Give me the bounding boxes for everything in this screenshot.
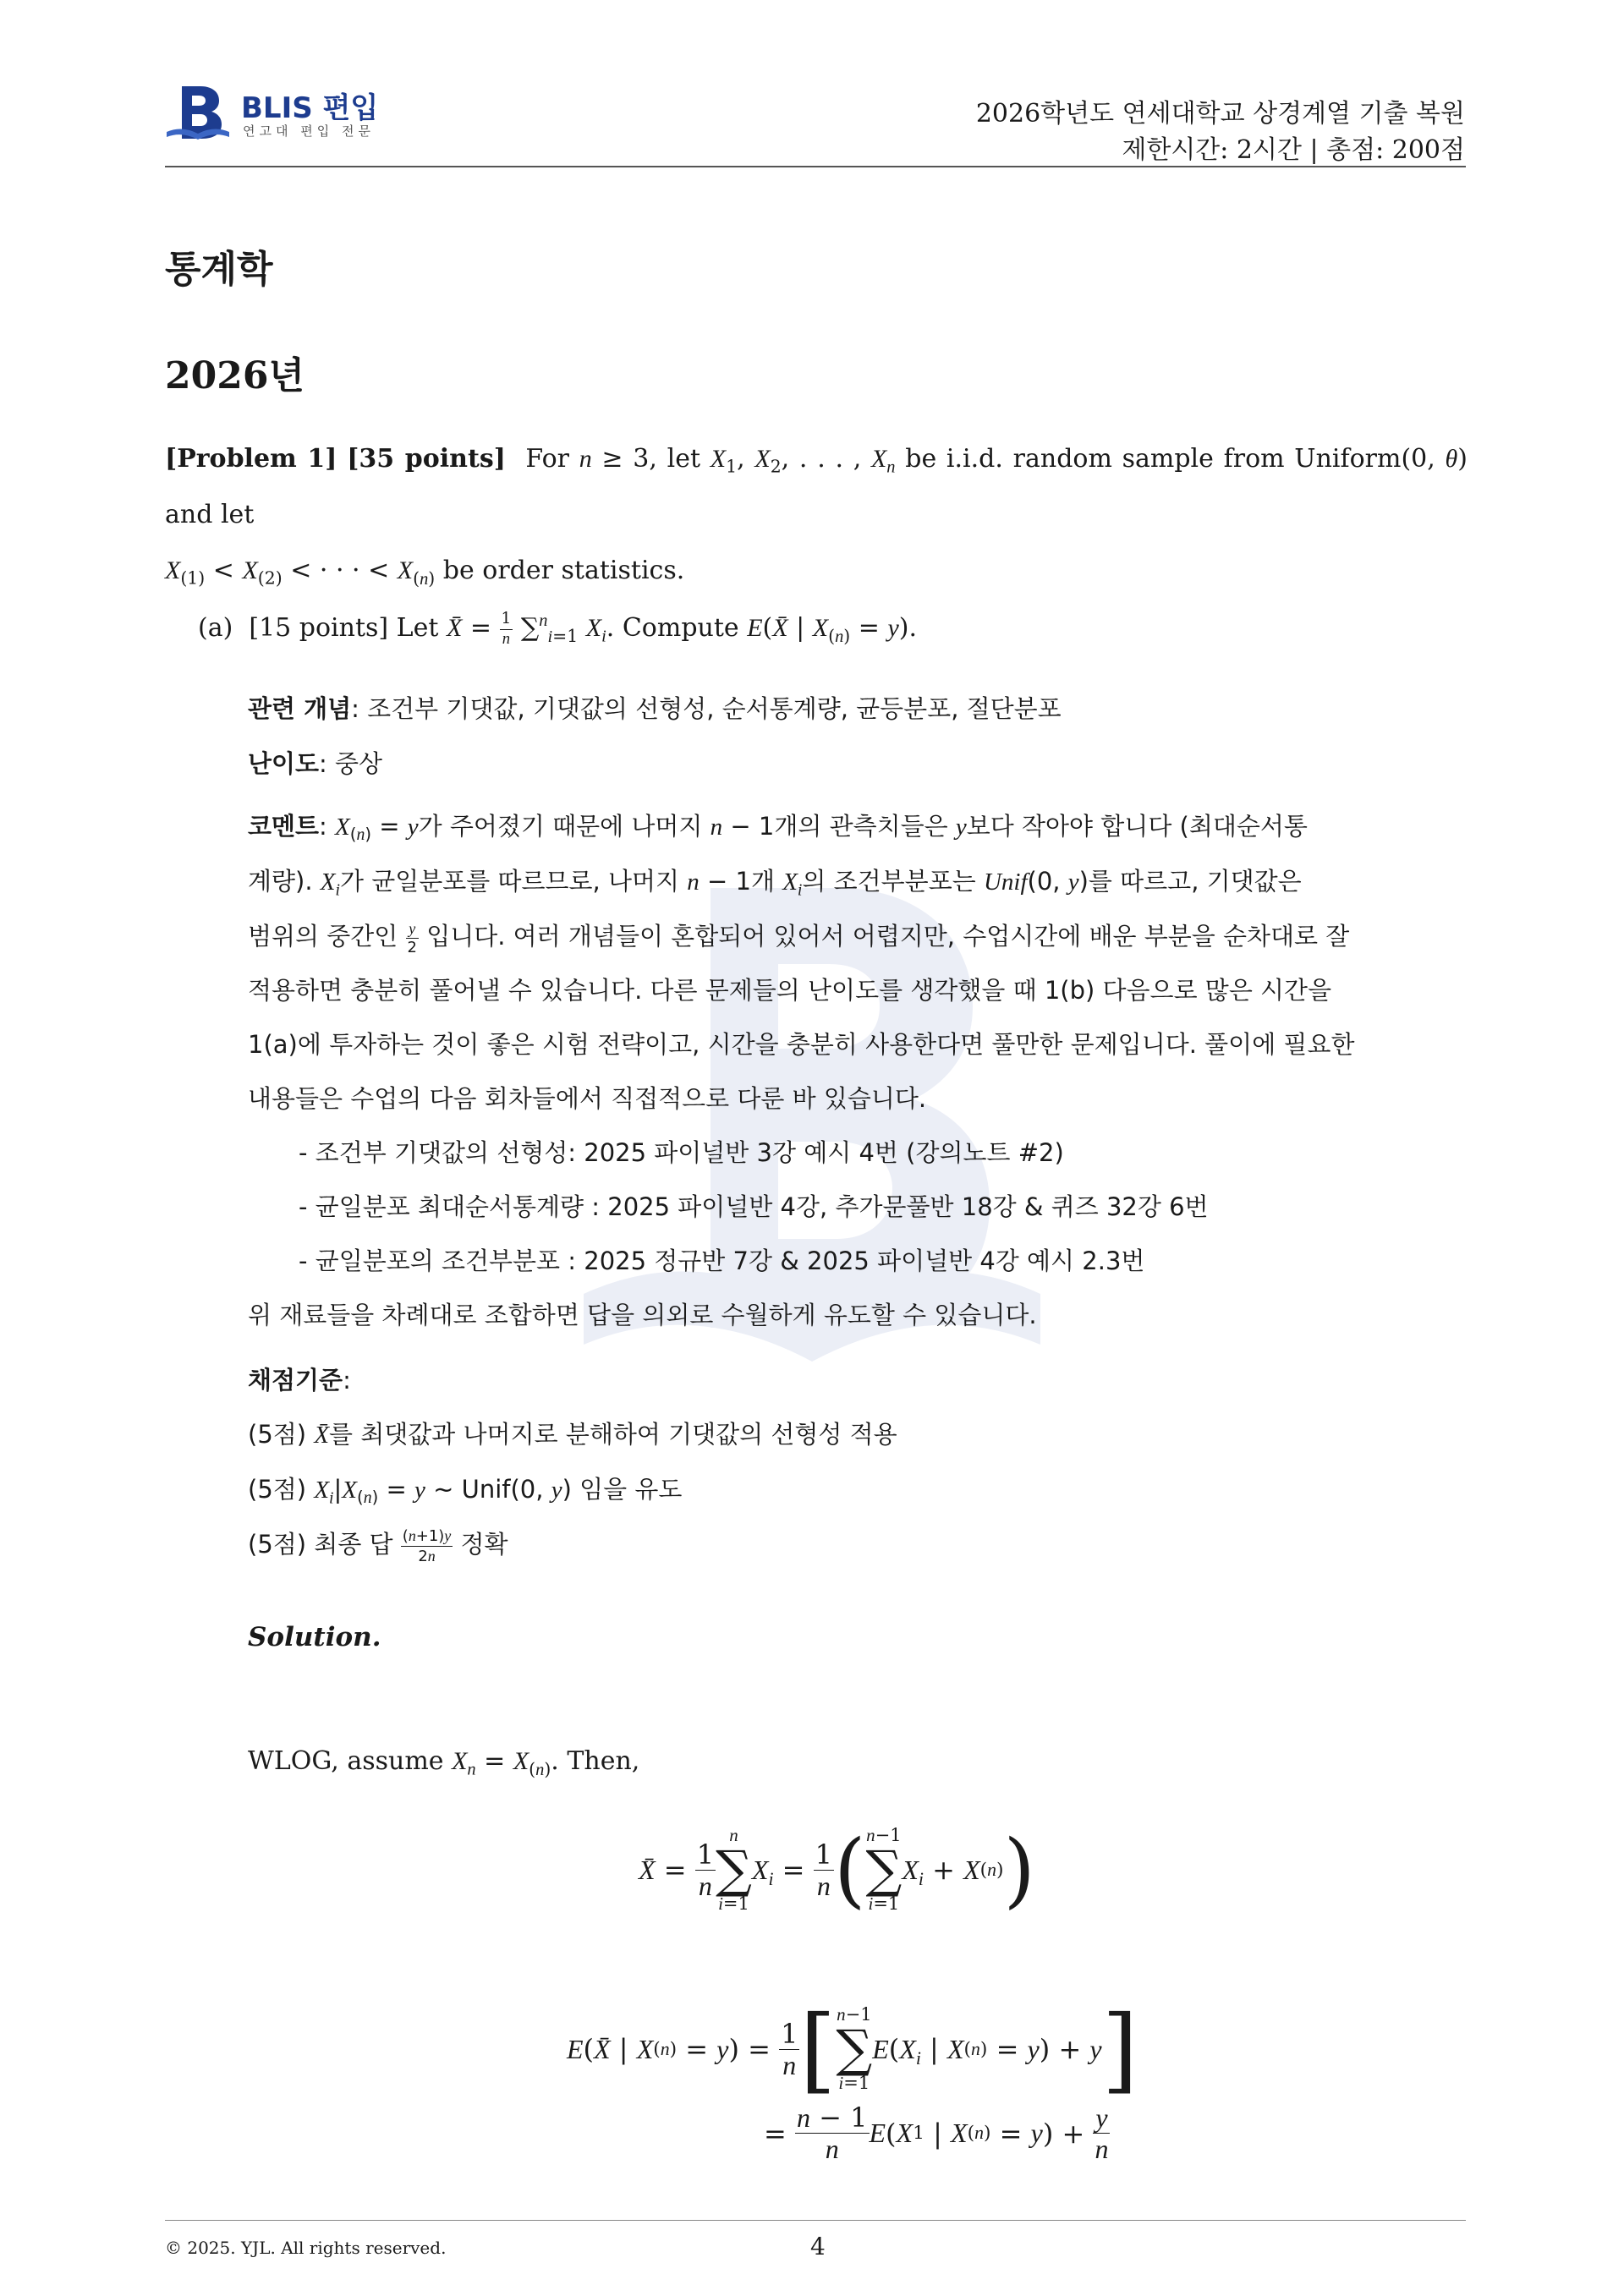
logo-name: BLIS 편입 [241,91,379,125]
comment-text: 1개의 관측치들은 [758,812,948,841]
header-divider [165,166,1466,167]
comment-line: 내용들은 수업의 다음 회차들에서 직접적으로 다룬 바 있습니다. [248,1084,927,1113]
problem-text: be i.i.d. random sample from Uniform [905,444,1402,474]
equation-conditional-expectation-1: E ( X̄ | X (n) = y ) = $\frac{1}{n}$ [ n−1 ∑ i=1 E ( $X_i$ | X (n) = y ) + y ] [567,1995,1138,2103]
problem-text: let [667,444,701,474]
problem-text: and let [165,500,255,529]
solution-text: . Then, [551,1746,640,1776]
copyright: © 2025. YJL. All rights reserved. [165,2238,447,2258]
grading-header [248,1353,897,1407]
solution-label: Solution. [248,1622,381,1652]
related-concepts [248,681,1062,737]
footer-divider [165,2220,1466,2221]
difficulty [248,736,382,792]
problem-label: [Problem 1] [165,444,337,474]
logo-mark-icon [165,83,231,144]
grading-colon: : [343,1366,351,1395]
reference-item: - 균일분포의 조건부분포 : 2025 정규반 7강 & 2025 파이널반 4강 예시 2.3번 [299,1247,1145,1275]
section-title: 통계학 [165,248,273,291]
part-a-text: [15 points] Let [249,613,439,643]
part-a-label: (a) [198,613,233,643]
grading-item: (5점) $X_i|X_{(n)} = y$ ∼ Unif(0, y) 임을 유도 [248,1475,683,1508]
equation-conditional-expectation-2: = $\frac{n - 1}{n}$ E ( X 1 | X (n) = y ) + $\frac{y}{n}$ [764,2101,1109,2164]
problem-statement: [Problem 1] [35 points] For n ≥ 3, let $X_1$, $X_2$, . . . , $X_n$ be i.i.d. random sample from Uniform(0, θ) and let $X_{(1)} < X_{(2)}$ < · · · < $X_{(n)}$ be order statistics. [165,444,1468,589]
exam-info: 제한시간: 2시간 | 총점: 200점 [1122,135,1465,165]
problem-points: [35 points] [347,444,506,474]
grading-text: (5점) [248,1475,307,1504]
comment-text: 가 주어졌기 때문에 나머지 [418,812,703,841]
comment-text: 1개 [735,867,775,896]
logo-tagline: 연고대 편입 전문 [243,123,375,139]
grading-label: 채점기준 [248,1366,343,1395]
equation-xbar-decomposition: X̄ = $\frac{1}{n}$ n ∑ i=1 $X_i$ = $\frac{1}{n}$ ( n−1 ∑ i=1 $X_i$ + X (n) ) [639,1822,1035,1917]
grading-item: (5점) X̄를 최댓값과 나머지로 분해하여 기댓값의 선형성 적용 [248,1420,897,1449]
comment-line: 1(a)에 투자하는 것이 좋은 시험 전략이고, 시간을 충분히 사용한다면 풀만한 문제입니다. 풀이에 필요한 [248,1030,1355,1059]
reference-item: - 균일분포 최대순서통계량 : 2025 파이널반 4강, 추가문풀반 18강 & 퀴즈 32강 6번 [299,1192,1209,1221]
reference-item: - 조건부 기댓값의 선형성: 2025 파이널반 3강 예시 4번 (강의노트 #2) [299,1138,1064,1167]
difficulty-text: : 중상 [319,749,383,778]
grading-text: 정확 [460,1530,508,1559]
comment-text: 범위의 중간인 [248,922,398,951]
comment-line: 적용하면 충분히 풀어낼 수 있습니다. 다른 문제들의 난이도를 생각했을 때 1(b) 다음으로 많은 시간을 [248,976,1332,1005]
comment-text: 를 따르고, 기댓값은 [1088,867,1302,896]
comment-text: 보다 작아야 합니다 (최대순서통 [966,812,1308,841]
comment-text: 입니다. 여러 개념들이 혼합되어 있어서 어렵지만, 수업시간에 배운 부분을 순차대로 잘 [426,922,1350,951]
comment-text: 의 조건부분포는 [802,867,976,896]
comment-line: 코멘트: $X_{(n)} = y$가 주어졌기 때문에 나머지 n − 1개의 관측치들은 y보다 작아야 합니다 (최대순서통 [248,812,1308,845]
problem-text: be order statistics. [442,556,685,585]
grading-text: (5점) [248,1420,307,1449]
comment-closing: 위 재료들을 차례대로 조합하면 답을 의외로 수월하게 유도할 수 있습니다. [248,1301,1037,1329]
comment-line: 계량). $X_i$가 균일분포를 따르므로, 나머지 n − 1개 $X_i$의 조건부분포는 Unif(0, y)를 따르고, 기댓값은 [248,867,1302,900]
difficulty-label: 난이도 [248,749,320,778]
concepts-label: 관련 개념 [248,694,352,723]
solution-text: WLOG, assume [248,1746,444,1776]
brand-logo [165,83,393,144]
grading-text: 를 최댓값과 나머지로 분해하여 기댓값의 선형성 적용 [329,1420,897,1449]
part-a-statement: (a) [15 points] Let X̄ = $\frac{1}{n}$ ∑$^n_{i=1}$ $X_i$. Compute E(X̄ | $X_{(n)} = y$). [198,609,918,648]
comment-block [248,799,1466,1342]
comment-text: 계량). [248,867,313,896]
grading-item: (5점) 최종 답 $\frac{(n+1)y}{2n}$ 정확 [248,1526,508,1565]
exam-title: 2026학년도 연세대학교 상경계열 기출 복원 [975,99,1465,129]
comment-label: 코멘트 [248,812,320,841]
comment-line: 범위의 중간인 $\frac{y}{2}$ 입니다. 여러 개념들이 혼합되어 있어서 어렵지만, 수업시간에 배운 부분을 순차대로 잘 [248,919,1350,956]
comment-text: 가 균일분포를 따르므로, 나머지 [339,867,680,896]
part-a-text: . Compute [606,613,739,643]
grading-text: (5점) 최종 답 [248,1530,393,1559]
grading-text: 임을 유도 [579,1475,683,1504]
problem-text: For [525,444,569,474]
year-title: 2026년 [165,354,304,397]
concepts-text: : 조건부 기댓값, 기댓값의 선형성, 순서통계량, 균등분포, 절단분포 [351,694,1062,723]
grading-criteria [248,1353,897,1571]
solution-wlog: WLOG, assume $X_n = X_{(n)}$. Then, [248,1746,640,1779]
reference-list [248,1126,1466,1288]
page-number: 4 [810,2233,826,2260]
